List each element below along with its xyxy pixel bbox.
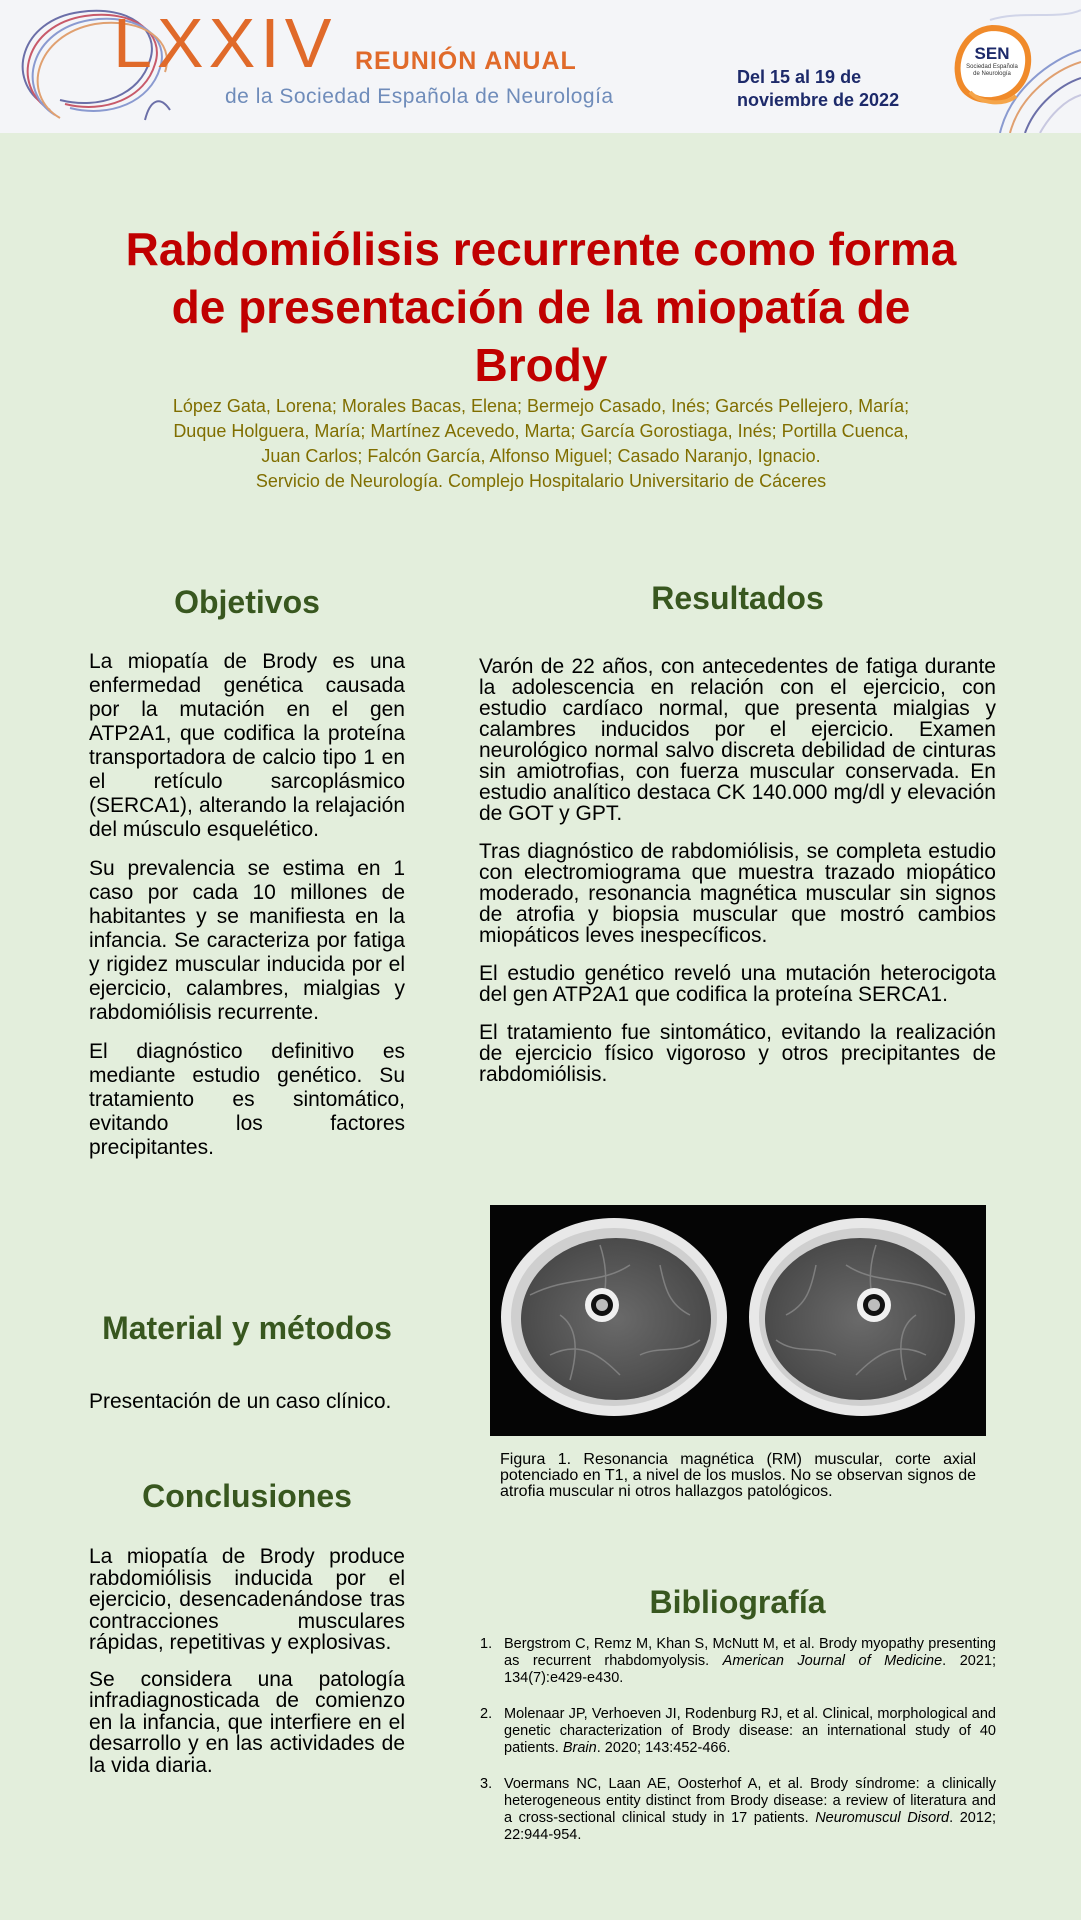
conclusiones-paragraph-2: Se considera una patología infradiagnosticada de comienzo en la infancia, que interfiere en el desarrollo y en las actividades de la vida diaria. xyxy=(89,1667,405,1777)
title-line-3: Brody xyxy=(474,339,608,391)
authors-line-3: Juan Carlos; Falcón García, Alfonso Miguel; Casado Naranjo, Ignacio. xyxy=(261,446,821,466)
affiliation: Servicio de Neurología. Complejo Hospitalario Universitario de Cáceres xyxy=(255,471,827,491)
reference-item xyxy=(480,1706,996,1757)
resultados-body xyxy=(479,656,996,1102)
conclusiones-heading: Conclusiones xyxy=(142,1478,352,1514)
material-paragraph-1: Presentación de un caso clínico. xyxy=(89,1390,392,1413)
sen-logo-text: SEN xyxy=(974,44,1010,63)
reference-item xyxy=(480,1636,996,1687)
reference-number: 2. xyxy=(480,1706,493,1722)
logo-sub-line-2: de Neurología xyxy=(973,71,1011,77)
mri-image xyxy=(490,1205,986,1436)
mri-thigh-figure xyxy=(490,1205,986,1436)
objetivos-body xyxy=(89,650,405,1175)
reference-details: . 2021; 134(7):e429-e430. xyxy=(504,1653,997,1686)
material-heading: Material y métodos xyxy=(102,1310,392,1346)
reference-number: 3. xyxy=(480,1776,493,1792)
resultados-paragraph-1: Varón de 22 años, con antecedentes de fatiga durante la adolescencia en relación con el ejercicio, con estudio cardíaco normal, que presenta mialgias y calambres inducidos por el ejercicio. Examen neurológico normal salvo discreta debilidad de cinturas sin amiotrofias, con fuerza muscular conservada. En estudio analítico destaca CK 140.000 mg/dl y elevación de GOT y GPT. xyxy=(479,655,996,825)
reference-item xyxy=(480,1776,996,1844)
edition-number: LXXIV xyxy=(113,4,337,82)
authors-line-2: Duque Holguera, María; Martínez Acevedo, Marta; García Gorostiaga, Inés; Portilla Cuenca, xyxy=(173,421,909,441)
objetivos-paragraph-2: Su prevalencia se estima en 1 caso por cada 10 millones de habitantes y se manifiesta en la infancia. Se caracteriza por fatiga y rigidez muscular inducida por el ejercicio, calambres, mialgias y rabdomiólisis recurrente. xyxy=(89,857,405,1024)
figure-caption: Figura 1. Resonancia magnética (RM) muscular, corte axial potenciado en T1, a nivel de los muslos. No se observan signos de atrofia muscular ni otros hallazgos patológicos. xyxy=(500,1451,976,1500)
reference-journal: Brain xyxy=(562,1740,597,1756)
objetivos-paragraph-1: La miopatía de Brody es una enfermedad genética causada por la mutación en el gen ATP2A1, que codifica la proteína transportadora de calcio tipo 1 en el retículo sarcoplásmico (SERCA1), alterando la relajación del músculo esquelético. xyxy=(89,650,405,841)
resultados-heading: Resultados xyxy=(651,580,824,616)
meeting-label: REUNIÓN ANUAL xyxy=(355,47,577,75)
reference-details: . 2012; 22:944-954. xyxy=(504,1810,996,1843)
logo-sub-line-1: Sociedad Española xyxy=(966,64,1018,70)
title-line-1: Rabdomiólisis recurrente como forma xyxy=(125,223,957,275)
conference-header xyxy=(0,0,1081,133)
reference-details: . 2020; 143:452-466. xyxy=(596,1740,731,1756)
reference-journal: American Journal of Medicine xyxy=(722,1653,943,1669)
resultados-paragraph-4: El tratamiento fue sintomático, evitando la realización de ejercicio físico vigoroso y otros precipitantes de rabdomiólisis. xyxy=(479,1021,996,1086)
material-body xyxy=(89,1390,405,1429)
dates-line-2: noviembre de 2022 xyxy=(737,90,900,110)
reference-list xyxy=(480,1636,996,1863)
reference-text: Bergstrom C, Remz M, Khan S, McNutt M, et al. Brody myopathy presenting as recurrent rhabdomyolysis. xyxy=(504,1636,996,1669)
society-name: de la Sociedad Española de Neurología xyxy=(225,85,614,108)
reference-number: 1. xyxy=(480,1636,493,1652)
resultados-paragraph-3: El estudio genético reveló una mutación heterocigota del gen ATP2A1 que codifica la proteína SERCA1. xyxy=(479,962,996,1006)
poster-title xyxy=(60,220,1022,394)
bibliografia-heading: Bibliografía xyxy=(649,1584,826,1620)
reference-text: Molenaar JP, Verhoeven JI, Rodenburg RJ, et al. Clinical, morphological and genetic characterization of Brody disease: an international study of 40 patients. xyxy=(504,1706,996,1756)
sen-logo xyxy=(950,22,1034,106)
title-line-2: de presentación de la miopatía de xyxy=(171,281,911,333)
sen-logo-subtitle xyxy=(950,64,1034,78)
resultados-paragraph-2: Tras diagnóstico de rabdomiólisis, se completa estudio con electromiograma que muestra trazado miopático moderado, resonancia magnética muscular sin signos de atrofia y biopsia muscular que mostró cambios miopáticos leves inespecíficos. xyxy=(479,840,996,947)
reference-journal: Neuromuscul Disord xyxy=(815,1810,950,1826)
dates-line-1: Del 15 al 19 de xyxy=(737,67,862,87)
objetivos-heading: Objetivos xyxy=(174,584,320,620)
conclusiones-paragraph-1: La miopatía de Brody produce rabdomiólisis inducida por el ejercicio, desencadenándose tras contracciones musculares rápidas, repetitivas y explosivas. xyxy=(89,1545,405,1654)
conclusiones-body xyxy=(89,1546,405,1791)
objetivos-paragraph-3: El diagnóstico definitivo es mediante estudio genético. Su tratamiento es sintomático, evitando los factores precipitantes. xyxy=(89,1040,405,1159)
meeting-dates xyxy=(737,66,899,112)
authors-line-1: López Gata, Lorena; Morales Bacas, Elena; Bermejo Casado, Inés; Garcés Pellejero, María; xyxy=(172,396,910,416)
reference-text: Voermans NC, Laan AE, Oosterhof A, et al. Brody síndrome: a clinically heterogeneous entity distinct from Brody disease: a review of literatura and a cross-sectional clinical study in 17 patients. xyxy=(504,1776,996,1826)
author-list xyxy=(60,394,1022,469)
